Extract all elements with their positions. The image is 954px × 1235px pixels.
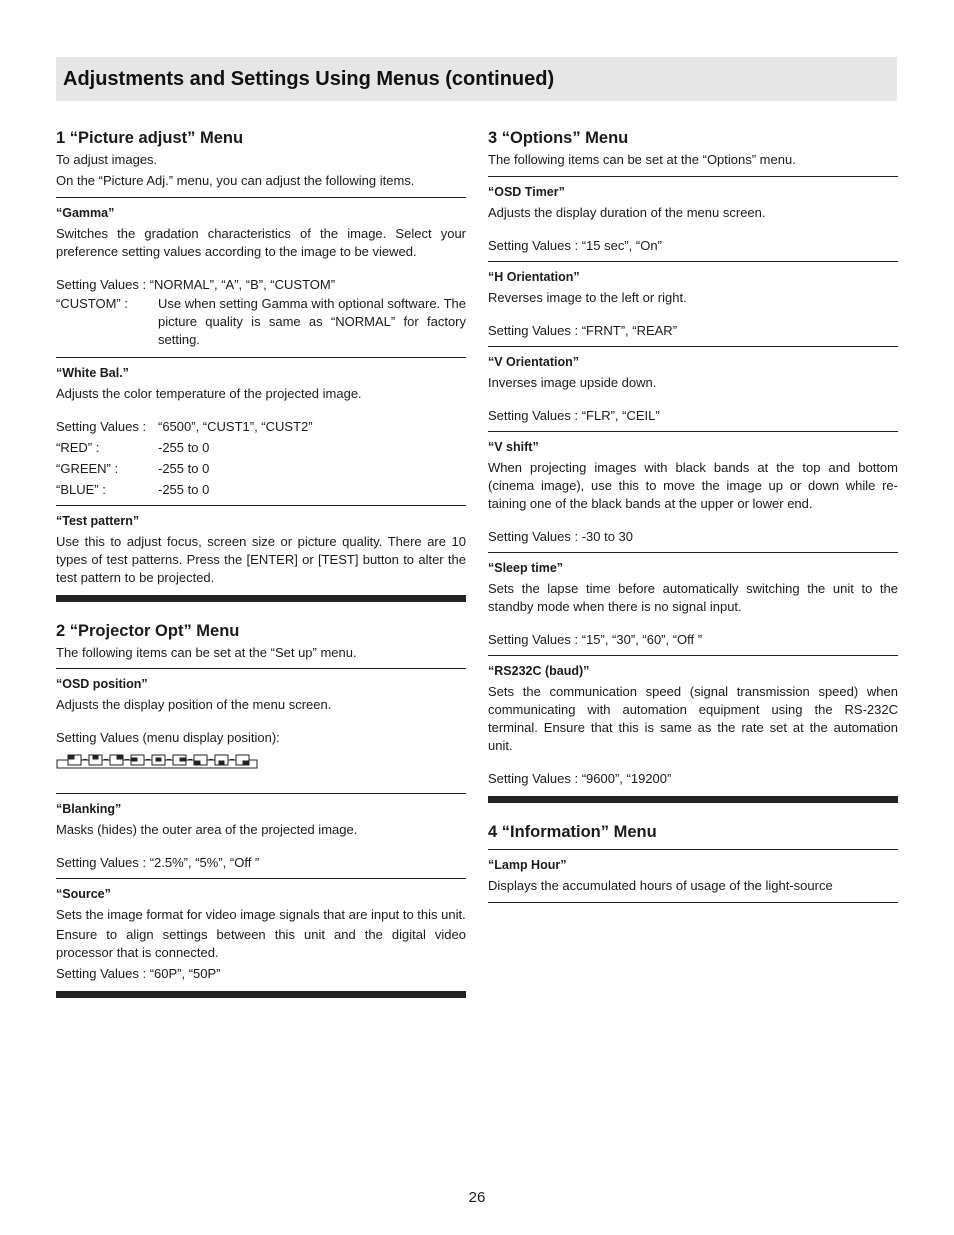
setting-value: -255 to 0 — [158, 461, 210, 476]
item-description: Reverses image to the left or right. — [488, 290, 687, 305]
setting-row-green — [56, 458, 466, 479]
item-title-gamma: “Gamma” — [56, 206, 115, 220]
section-title-information: 4 “Information” Menu — [488, 823, 657, 841]
item-title-h-orientation: “H Orientation” — [488, 270, 580, 284]
divider — [488, 261, 898, 262]
divider — [488, 346, 898, 347]
setting-values: Setting Values : “15”, “30”, “60”, “Off ” — [488, 632, 703, 647]
setting-row-red — [56, 437, 466, 458]
item-description: Adjusts the color temperature of the projected image. — [56, 386, 362, 401]
setting-key: “BLUE” : — [56, 482, 106, 497]
item-title-osd-position: “OSD position” — [56, 677, 148, 691]
setting-value: -255 to 0 — [158, 440, 210, 455]
divider — [56, 197, 466, 198]
divider — [488, 176, 898, 177]
divider — [488, 849, 898, 850]
item-description: When projecting images with black bands at the top and bottom (cinema image), use this to move the image up or down while re-taining one of the black bands at the upper or lower end. — [488, 460, 898, 511]
setting-values: Setting Values : “NORMAL”, “A”, “B”, “CUSTOM” — [56, 277, 336, 292]
item-title-rs232c: “RS232C (baud)” — [488, 664, 590, 678]
setting-key: “RED” : — [56, 440, 100, 455]
section-intro: The following items can be set at the “Options” menu. — [488, 152, 796, 167]
divider — [56, 878, 466, 879]
setting-values: Setting Values : “9600”, “19200” — [488, 771, 672, 786]
setting-row-custom — [56, 295, 466, 349]
item-title-white-bal: “White Bal.” — [56, 366, 129, 380]
item-description: Sets the lapse time before automatically switching the unit to the standby mode when there is no signal input. — [488, 581, 898, 614]
page-title: Adjustments and Settings Using Menus (continued) — [63, 68, 555, 90]
setting-key: Setting Values : — [56, 419, 147, 434]
item-description: Use this to adjust focus, screen size or picture quality. There are 10 types of test patterns. Press the [ENTER] or [TEST] button to alter the test pattern to be projected. — [56, 534, 466, 585]
item-title-osd-timer: “OSD Timer” — [488, 185, 565, 199]
item-description: Ensure to align settings between this unit and the digital video processor that is connected. — [56, 927, 466, 960]
item-title-source: “Source” — [56, 887, 111, 901]
section-title-picture-adjust: 1 “Picture adjust” Menu — [56, 129, 244, 147]
divider — [56, 793, 466, 794]
item-title-sleep-time: “Sleep time” — [488, 561, 564, 575]
page-header-banner — [56, 57, 897, 101]
divider — [488, 902, 898, 903]
divider — [56, 357, 466, 358]
setting-key: “CUSTOM” : — [56, 296, 128, 311]
divider — [56, 505, 466, 506]
item-title-v-orientation: “V Orientation” — [488, 355, 579, 369]
item-description: Adjusts the display duration of the menu screen. — [488, 205, 766, 220]
item-description: Sets the image format for video image signals that are input to this unit. — [56, 907, 466, 922]
setting-values: Setting Values : -30 to 30 — [488, 529, 634, 544]
item-description: Inverses image upside down. — [488, 375, 657, 390]
section-divider — [56, 991, 466, 998]
osd-position-icons — [68, 755, 249, 765]
section-intro: To adjust images. — [56, 152, 158, 167]
item-description: Sets the communication speed (signal transmission speed) when communicating with automation equipment using the RS-232C terminal. Ensure that this is same as the rate set at the automation unit. — [488, 684, 898, 753]
osd-position-diagram — [56, 753, 258, 767]
setting-value: “6500”, “CUST1”, “CUST2” — [158, 419, 313, 434]
item-title-blanking: “Blanking” — [56, 802, 122, 816]
item-description: Switches the gradation characteristics of the image. Select your preference setting values according to the image to be viewed. — [56, 226, 466, 259]
item-description: Masks (hides) the outer area of the projected image. — [56, 822, 358, 837]
divider — [56, 668, 466, 669]
setting-values: Setting Values : “2.5%”, “5%”, “Off ” — [56, 855, 260, 870]
item-title-v-shift: “V shift” — [488, 440, 539, 454]
setting-row — [56, 416, 466, 437]
left-column — [56, 127, 466, 1016]
setting-values: Setting Values (menu display position): — [56, 730, 280, 745]
divider — [488, 655, 898, 656]
section-title-projector-opt: 2 “Projector Opt” Menu — [56, 622, 240, 640]
page-number: 26 — [468, 1189, 486, 1206]
setting-values: Setting Values : “60P”, “50P” — [56, 966, 221, 981]
section-title-options: 3 “Options” Menu — [488, 129, 629, 147]
setting-values: Setting Values : “FLR”, “CEIL” — [488, 408, 660, 423]
divider — [488, 431, 898, 432]
item-title-lamp-hour: “Lamp Hour” — [488, 858, 567, 872]
setting-value: -255 to 0 — [158, 482, 210, 497]
setting-values: Setting Values : “15 sec”, “On” — [488, 238, 662, 253]
section-intro: On the “Picture Adj.” menu, you can adjust the following items. — [56, 173, 415, 188]
right-column — [488, 127, 898, 909]
section-divider — [488, 796, 898, 803]
setting-key: “GREEN” : — [56, 461, 119, 476]
item-description: Adjusts the display position of the menu screen. — [56, 697, 332, 712]
section-intro: The following items can be set at the “Set up” menu. — [56, 645, 357, 660]
setting-value: Use when setting Gamma with optional software. The picture quality is same as “NORMAL” for factory setting. — [158, 296, 466, 347]
divider — [488, 552, 898, 553]
section-divider — [56, 595, 466, 602]
setting-values: Setting Values : “FRNT”, “REAR” — [488, 323, 678, 338]
setting-row-blue — [56, 479, 466, 500]
item-description: Displays the accumulated hours of usage of the light-source — [488, 878, 833, 893]
item-title-test-pattern: “Test pattern” — [56, 514, 140, 528]
